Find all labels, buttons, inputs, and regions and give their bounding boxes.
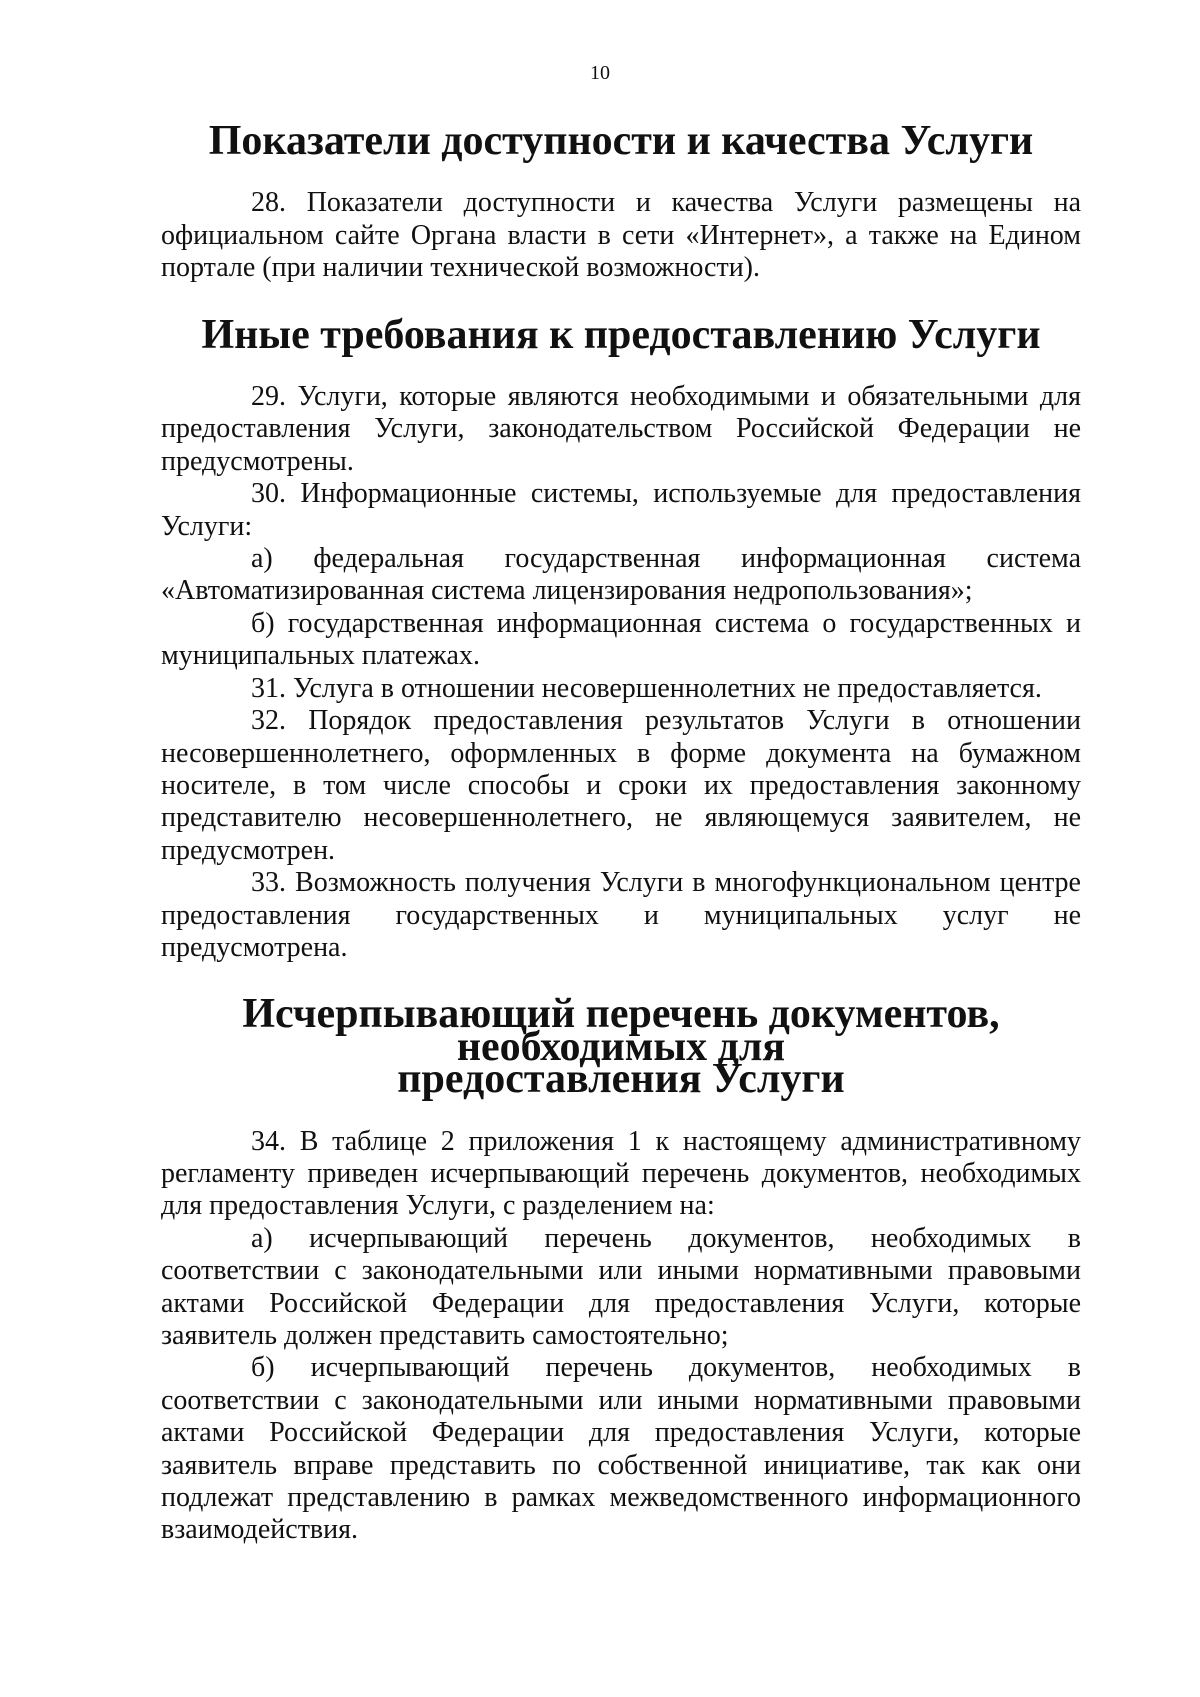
- section-heading-line-1: Исчерпывающий перечень документов, необходимых для: [242, 991, 1000, 1070]
- section-availability-quality: [161, 118, 1081, 285]
- section-heading-line-2: предоставления Услуги: [397, 1056, 845, 1103]
- paragraph-34-a: а) исчерпывающий перечень документов, необходимых в соответствии с законодательными или иными нормативными правовыми актами Российской Федерации для предоставления Услуги, которые заявитель должен представить самостоятельно;: [161, 1222, 1081, 1351]
- page-number: 10: [590, 62, 610, 84]
- paragraph-33: 33. Возможность получения Услуги в многофункциональном центре предоставления государственных и муниципальных услуг не предусмотрена.: [161, 867, 1081, 963]
- document-body: [161, 118, 1081, 1547]
- paragraph-29: 29. Услуги, которые являются необходимыми и обязательными для предоставления Услуги, законодательством Российской Федерации не предусмотрены.: [161, 381, 1081, 477]
- paragraph-34-b: б) исчерпывающий перечень документов, необходимых в соответствии с законодательными или иными нормативными правовыми актами Российской Федерации для предоставления Услуги, которые заявитель вправе представить по собственной инициативе, так как они подлежат представлению в рамках межведомственного информационного взаимодействия.: [161, 1352, 1081, 1546]
- section-heading: Иные требования к предоставлению Услуги: [201, 311, 1041, 358]
- paragraph-30: 30. Информационные системы, используемые для предоставления Услуги:: [161, 478, 1081, 542]
- paragraph-34: 34. В таблице 2 приложения 1 к настоящему административному регламенту приведен исчерпывающий перечень документов, необходимых для предоставления Услуги, с разделением на:: [161, 1125, 1081, 1222]
- section-heading: Показатели доступности и качества Услуги: [208, 118, 1034, 164]
- section-documents-list: [161, 991, 1081, 1547]
- paragraph-30-b: б) государственная информационная система о государственных и муниципальных платежах.: [161, 607, 1081, 672]
- section-heading: [161, 991, 1081, 1103]
- paragraph-31: 31. Услуга в отношении несовершеннолетних не предоставляется.: [251, 672, 1042, 704]
- paragraph-28: 28. Показатели доступности и качества Услуги размещены на официальном сайте Органа власти в сети «Интернет», а также на Едином портале (при наличии технической возможности).: [161, 187, 1081, 284]
- paragraph-30-a: а) федеральная государственная информационная система «Автоматизированная система лицензирования недропользования»;: [161, 543, 1081, 607]
- section-other-requirements: [161, 311, 1081, 965]
- paragraph-32: 32. Порядок предоставления результатов Услуги в отношении несовершеннолетнего, оформленных в форме документа на бумажном носителе, в том числе способы и сроки их предоставления законному представителю несовершеннолетнего, не являющемуся заявителем, не предусмотрен.: [161, 705, 1081, 866]
